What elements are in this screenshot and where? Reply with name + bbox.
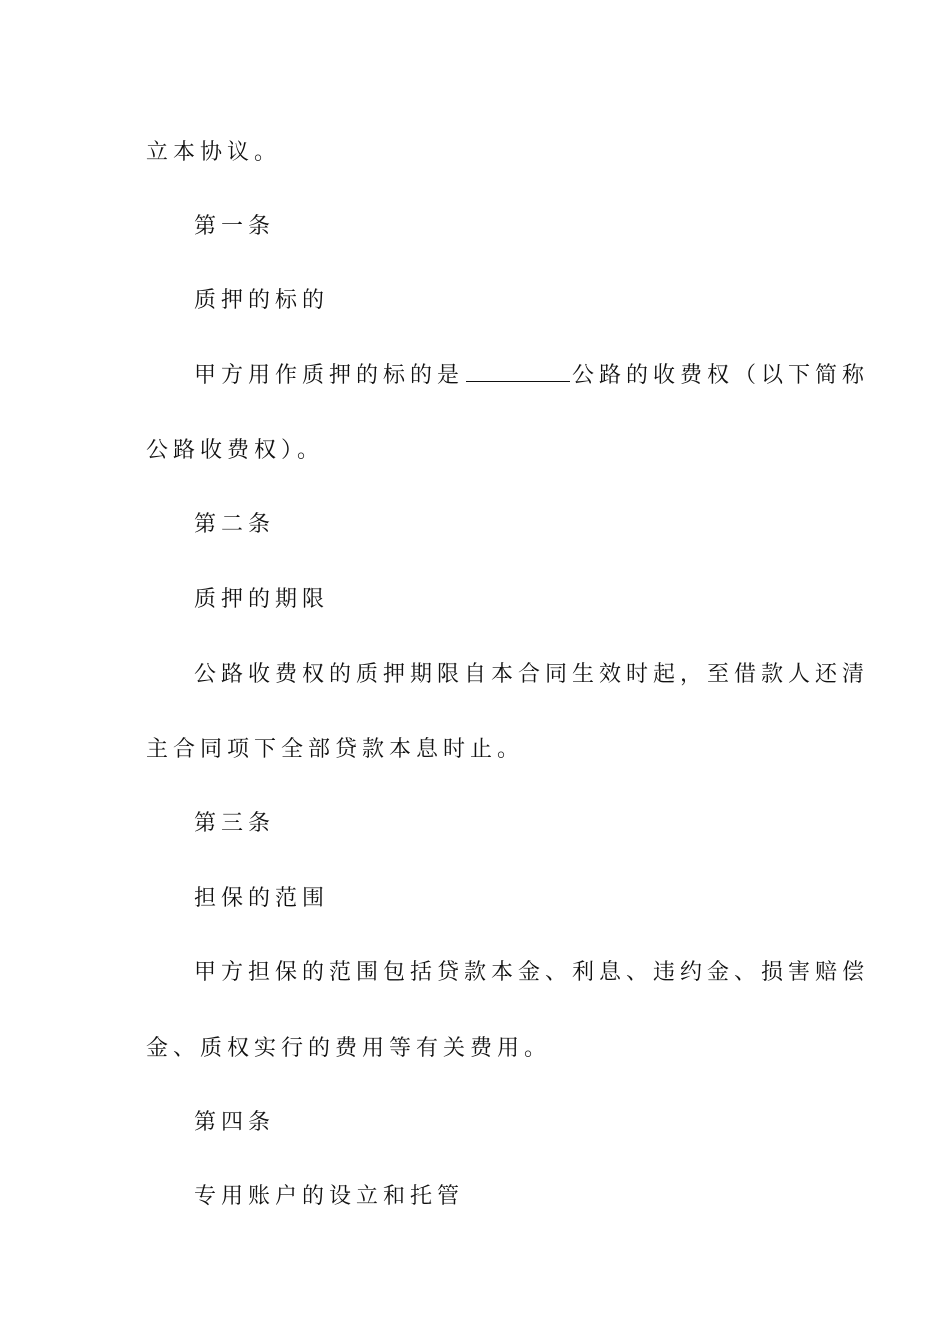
article-four-title: 专用账户的设立和托管 (194, 1184, 465, 1209)
article-three-heading: 第三条 (194, 811, 276, 836)
article-one-heading: 第一条 (194, 214, 276, 239)
collateral-text-suffix: 公路的收费权（以下简称 (572, 363, 870, 388)
article-three-body-line-2: 金、质权实行的费用等有关费用。 (146, 1036, 552, 1061)
article-one-title: 质押的标的 (194, 288, 330, 313)
article-one-body-line-1 (194, 361, 870, 391)
article-one-body-line-2: 公路收费权）。 (146, 438, 325, 463)
article-two-heading: 第二条 (194, 512, 276, 537)
article-four-heading: 第四条 (194, 1110, 276, 1135)
article-two-body-line-2: 主合同项下全部贷款本息时止。 (146, 737, 525, 762)
article-three-body-line-1: 甲方担保的范围包括贷款本金、利息、违约金、损害赔偿 (194, 960, 870, 985)
article-two-body-line-1: 公路收费权的质押期限自本合同生效时起，至借款人还清 (194, 662, 870, 687)
article-three-title: 担保的范围 (194, 886, 330, 911)
fill-in-blank[interactable] (466, 361, 570, 382)
paragraph-continuation: 立本协议。 (146, 140, 282, 165)
collateral-text-prefix: 甲方用作质押的标的是 (194, 363, 465, 388)
article-two-title: 质押的期限 (194, 587, 330, 612)
